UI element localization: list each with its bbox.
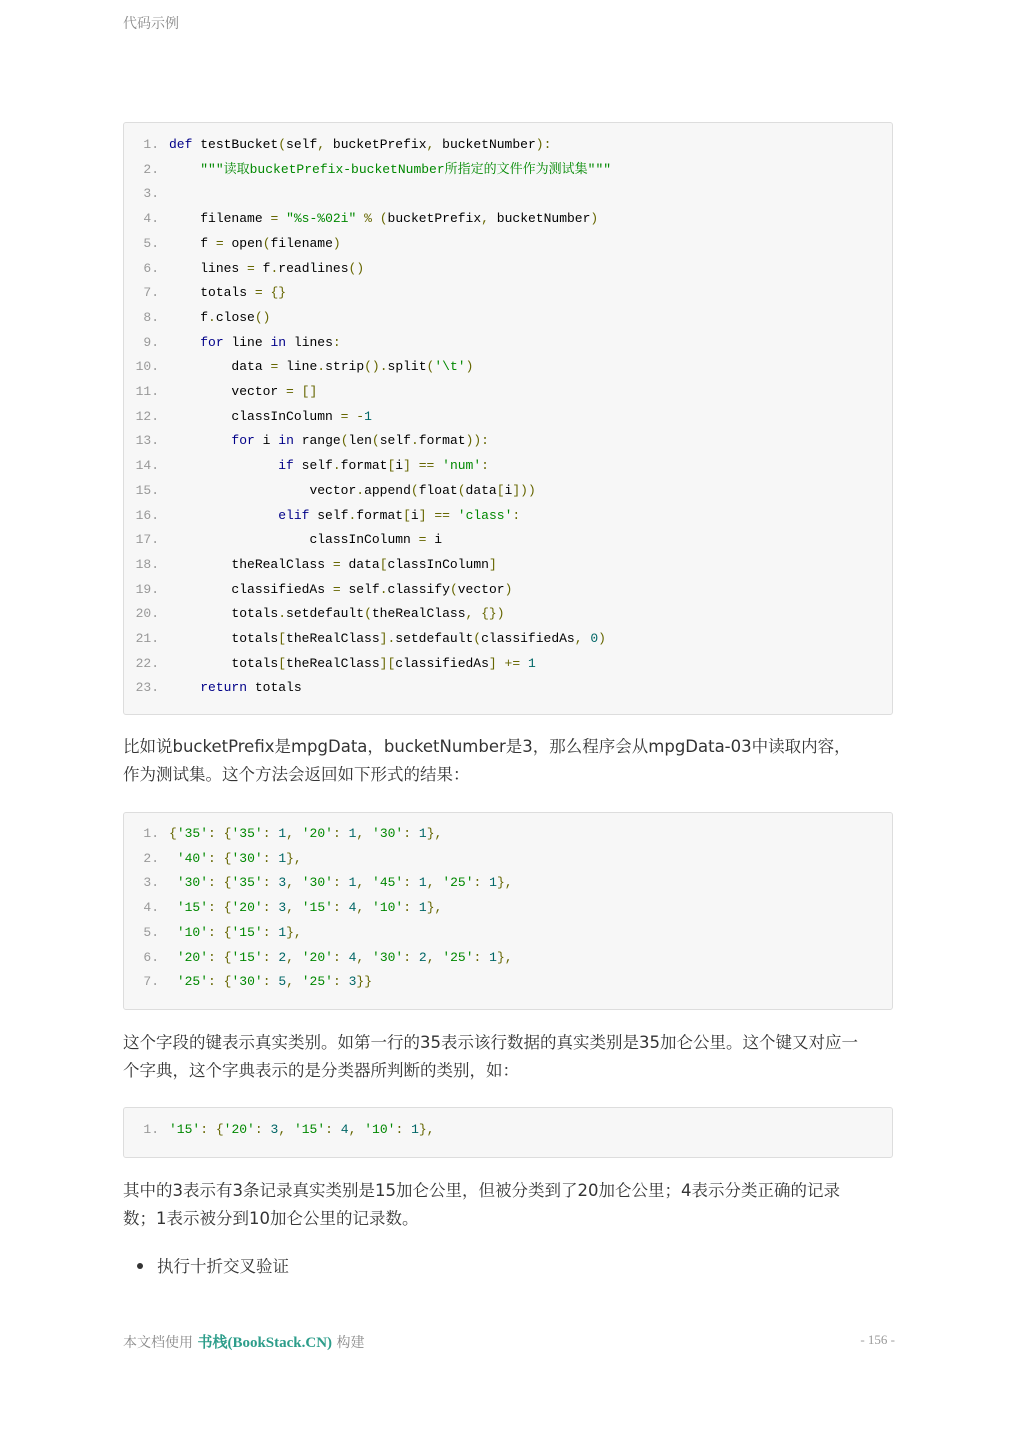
code-text: totals[theRealClass][classifiedAs] += 1	[231, 655, 536, 671]
bullet-text: 执行十折交叉验证	[157, 1257, 289, 1276]
code-text: '30': {'35': 3, '30': 1, '45': 1, '25': 1},	[176, 875, 513, 891]
line-number: 13.	[135, 433, 159, 449]
code-text: classInColumn = -1	[231, 408, 372, 424]
line-number: 2.	[143, 850, 159, 866]
bullet-item	[137, 1253, 289, 1281]
line-number: 17.	[135, 532, 159, 548]
code-text: filename = "%s-%02i" % (bucketPrefix, bucketNumber)	[200, 211, 599, 227]
line-number: 15.	[135, 482, 159, 498]
paragraph-line: 其中的3表示有3条记录真实类别是15加仑公里，但被分类到了20加仑公里；4表示分类正确的记录	[123, 1181, 840, 1200]
line-number: 4.	[143, 211, 159, 227]
line-number: 20.	[135, 606, 159, 622]
code-text: for i in range(len(self.format)):	[231, 433, 489, 449]
line-number: 2.	[143, 161, 159, 177]
line-number: 1.	[143, 1122, 159, 1137]
footer-suffix: 构建	[336, 1335, 365, 1351]
code-text: '10': {'15': 1},	[176, 924, 302, 940]
line-number: 14.	[135, 458, 159, 474]
code-text: for line in lines:	[200, 334, 341, 350]
line-number: 4.	[143, 900, 159, 916]
line-number: 11.	[135, 384, 159, 399]
paragraph-line: 比如说bucketPrefix是mpgData，bucketNumber是3，那么程序会从mpgData-03中读取内容，	[123, 737, 851, 756]
line-number: 7.	[143, 974, 159, 990]
paragraph-bucket-explanation	[123, 733, 895, 789]
paragraph-line: 作为测试集。这个方法会返回如下形式的结果：	[123, 765, 470, 784]
code-text: f.close()	[200, 309, 271, 325]
line-number: 10.	[135, 359, 159, 375]
paragraph-count-explanation	[123, 1177, 895, 1233]
line-number: 5.	[143, 235, 159, 251]
line-number: 1.	[143, 137, 159, 152]
line-number: 3.	[143, 875, 159, 891]
bullet-dot-icon	[137, 1263, 143, 1269]
paragraph-key-explanation	[123, 1029, 895, 1085]
code-text: def testBucket(self, bucketPrefix, bucketNumber):	[169, 137, 552, 152]
line-number: 9.	[143, 334, 159, 350]
line-number: 7.	[143, 285, 159, 301]
code-text: data = line.strip().split('\t')	[231, 359, 474, 375]
code-text: totals = {}	[200, 285, 287, 301]
line-number: 3.	[143, 186, 159, 202]
code-text: '40': {'30': 1},	[176, 850, 302, 866]
code-text: '25': {'30': 5, '25': 3}}	[176, 974, 373, 990]
footer-brand-link[interactable]: 书栈(BookStack.CN)	[197, 1335, 333, 1351]
line-number: 5.	[143, 924, 159, 940]
footer-prefix: 本文档使用	[123, 1335, 193, 1351]
code-text: if self.format[i] == 'num':	[278, 458, 489, 474]
line-number: 6.	[143, 949, 159, 965]
line-number: 8.	[143, 309, 159, 325]
code-text: elif self.format[i] == 'class':	[278, 507, 521, 523]
paragraph-line: 个字典，这个字典表示的是分类器所判断的类别，如：	[123, 1061, 519, 1080]
code-text: classifiedAs = self.classify(vector)	[231, 581, 513, 597]
code-block-test-bucket	[123, 122, 893, 715]
line-number: 6.	[143, 260, 159, 276]
code-text: lines = f.readlines()	[200, 260, 365, 276]
code-text: theRealClass = data[classInColumn]	[231, 556, 497, 572]
line-number: 18.	[135, 556, 159, 572]
code-text: vector = []	[231, 384, 318, 399]
code-block-example-entry	[123, 1107, 893, 1158]
paragraph-line: 数；1表示被分到10加仑公里的记录数。	[123, 1209, 419, 1228]
code-text: f = open(filename)	[200, 235, 341, 251]
code-block-result-dict	[123, 812, 893, 1010]
code-text: '20': {'15': 2, '20': 4, '30': 2, '25': 1},	[176, 949, 513, 965]
code-text: totals.setdefault(theRealClass, {})	[231, 606, 505, 622]
line-number: 22.	[135, 655, 159, 671]
code-text: '15': {'20': 3, '15': 4, '10': 1},	[169, 1122, 435, 1137]
page-number: - 156 -	[860, 1332, 895, 1347]
paragraph-line: 这个字段的键表示真实类别。如第一行的35表示该行数据的真实类别是35加仑公里。这个键又对应一	[123, 1033, 858, 1052]
page-header-title: 代码示例	[123, 16, 179, 32]
line-number: 1.	[143, 826, 159, 841]
line-number: 21.	[135, 631, 159, 646]
code-text: """读取bucketPrefix-bucketNumber所指定的文件作为测试集"""	[200, 161, 612, 177]
code-text: vector.append(float(data[i]))	[309, 482, 536, 498]
line-number: 16.	[135, 507, 159, 523]
footer-credit	[123, 1331, 365, 1352]
code-text: return totals	[200, 680, 302, 696]
code-text: '15': {'20': 3, '15': 4, '10': 1},	[176, 900, 443, 916]
line-number: 23.	[135, 680, 159, 696]
line-number: 12.	[135, 408, 159, 424]
code-text: totals[theRealClass].setdefault(classifiedAs, 0)	[231, 631, 606, 646]
line-number: 19.	[135, 581, 159, 597]
code-text: {'35': {'35': 1, '20': 1, '30': 1},	[169, 826, 443, 841]
code-text: classInColumn = i	[309, 532, 443, 548]
